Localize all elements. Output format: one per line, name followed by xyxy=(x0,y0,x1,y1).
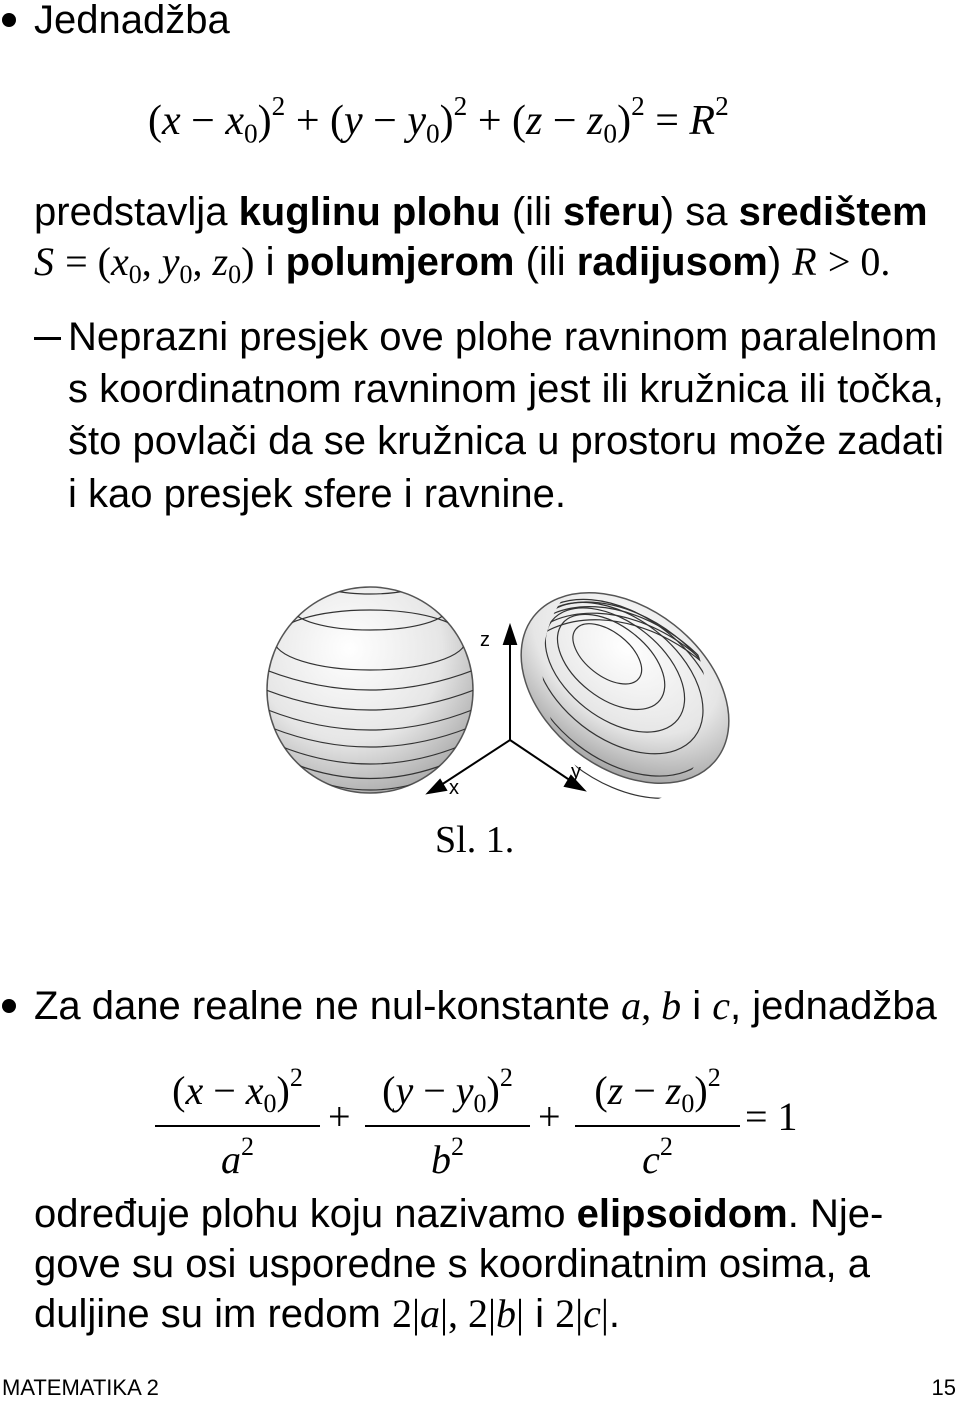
ellipsoid-description-line2: gove su osi usporedne s koordinatnim osima, a xyxy=(34,1242,871,1286)
fraction-z: $(z - z_0)^2$ $c^2$ xyxy=(575,1062,740,1184)
bullet-2 xyxy=(2,999,16,1013)
plus-sign-2: + xyxy=(538,1094,561,1139)
heading-jednadzba: Jednadžba xyxy=(34,0,230,42)
sphere-shape xyxy=(266,570,474,793)
ellipsoid-description-line3: duljine su im redom 2|a|, 2|b| i 2|c|. xyxy=(34,1291,621,1336)
sub-item-line-2: s koordinatnom ravninom jest ili kružnica ili točka, xyxy=(68,367,944,411)
fraction-x: $(x - x_0)^2$ $a^2$ xyxy=(155,1062,320,1184)
ellipsoid-description-line1: određuje plohu koju nazivamo elipsoidom. Nje- xyxy=(34,1192,884,1236)
constants-intro-line: Za dane realne ne nul-konstante a, b i c, jednadžba xyxy=(34,983,937,1028)
footer-title: MATEMATIKA 2 xyxy=(2,1375,159,1400)
axis-label-z: z xyxy=(480,629,490,651)
sub-item-dash xyxy=(34,337,61,340)
axis-label-y: y xyxy=(571,761,581,783)
bullet-1 xyxy=(2,13,16,27)
sphere-equation: $(x - x_0)^2 + (y - y_0)^2 + (z - z_0)^2 = R^2$ xyxy=(148,91,729,149)
axis-label-x: x xyxy=(449,777,459,799)
figure-caption: Sl. 1. xyxy=(435,819,515,861)
sub-item-line-4: i kao presjek sfere i ravnine. xyxy=(68,472,567,516)
equals-one: = 1 xyxy=(745,1094,798,1139)
plus-sign-1: + xyxy=(328,1094,351,1139)
sub-item-line-1: Neprazni presjek ove plohe ravninom paralelnom xyxy=(68,315,938,359)
page-number: 15 xyxy=(931,1375,956,1400)
sphere-description-line1: predstavlja kuglinu plohu (ili sferu) sa središtem xyxy=(34,190,928,234)
sub-item-line-3: što povlači da se kružnica u prostoru može zadati xyxy=(68,419,944,463)
fraction-y: $(y - y_0)^2$ $b^2$ xyxy=(365,1062,530,1184)
sphere-description-line2: $S = (x_0$, $y_0$, $z_0$) i polumjerom (ili radijusom) R > 0. xyxy=(34,239,891,289)
